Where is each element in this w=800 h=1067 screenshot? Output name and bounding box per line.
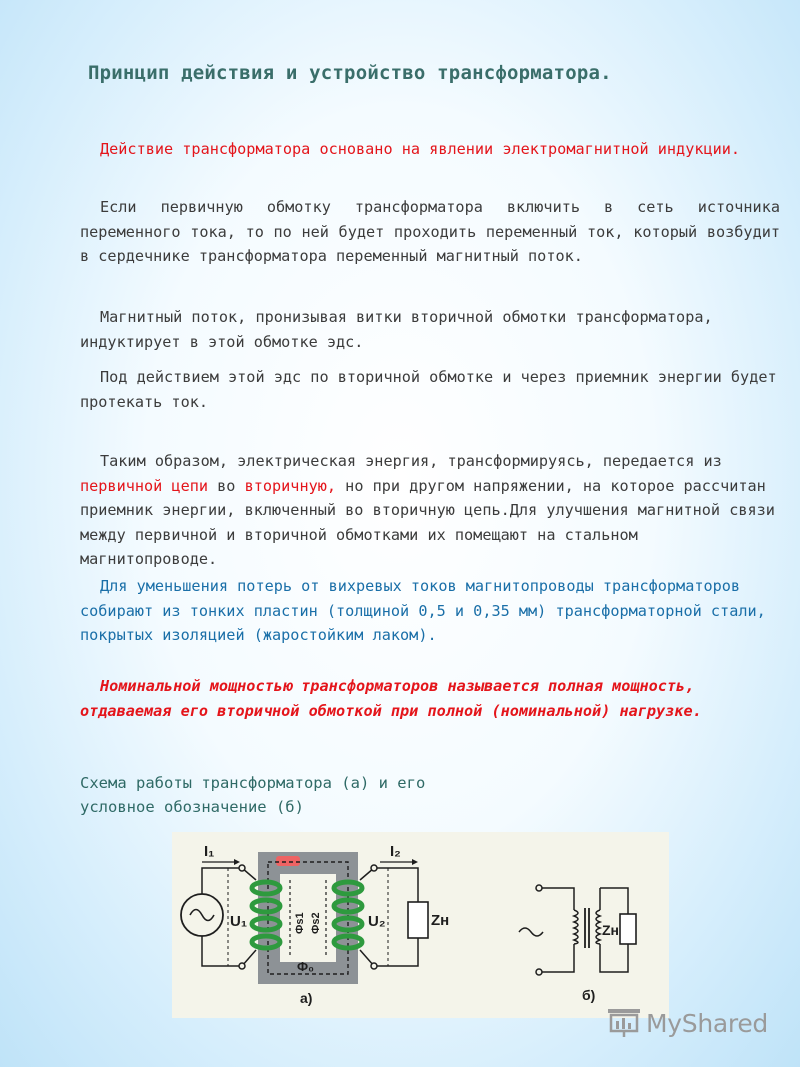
label-b: б) xyxy=(582,987,596,1003)
myshared-logo xyxy=(606,1005,768,1041)
zn-label: Zн xyxy=(431,912,450,929)
page-title: Принцип действия и устройство трансформатора. xyxy=(88,62,612,84)
i1-label: I₁ xyxy=(204,843,215,860)
f0-label: Ф₀ xyxy=(297,959,314,974)
primary-circuit-highlight: первичной цепи xyxy=(80,476,209,495)
fs1-label: Фs1 xyxy=(294,912,306,934)
fs2-label: Фs2 xyxy=(310,912,322,934)
secondary-circuit-highlight: вторичную, xyxy=(244,476,337,495)
zn-b-label: Zн xyxy=(602,922,620,938)
label-a: а) xyxy=(300,990,313,1006)
energy-transfer-text-2: во xyxy=(208,476,245,495)
i2-label: I₂ xyxy=(390,843,401,860)
u2-label: U₂ xyxy=(368,913,386,930)
magnetic-flux-paragraph: Магнитный поток, пронизывая витки вторичной обмотки трансформатора, индуктирует в этой обмотке эдс. xyxy=(80,308,713,351)
logo-text: MyShared xyxy=(646,1008,768,1038)
eddy-current-paragraph: Для уменьшения потерь от вихревых токов магнитопроводы трансформаторов собирают из тонких пластин (толщиной 0,5 и 0,35 мм) трансформаторной стали, покрытых изоляцией (жаростойким лаком). xyxy=(80,577,766,644)
energy-transfer-paragraph xyxy=(80,449,780,572)
u1-label: U₁ xyxy=(230,913,248,930)
load-impedance-symbol xyxy=(620,914,636,944)
transformer-schematic-svg xyxy=(172,832,669,1018)
energy-transfer-text-3: но при другом напряжении, на которое рассчитан приемник энергии, включенный во вторичную цепь.Для улучшения магнитной связи между первичной и вторичной обмотками их помещают на стальном магнитопроводе. xyxy=(80,476,775,568)
presentation-board-icon xyxy=(606,1007,642,1039)
rated-power-paragraph: Номинальной мощностью трансформаторов называется полная мощность, отдаваемая его вторичной обмоткой при полной (номинальной) нагрузке. xyxy=(80,677,702,720)
transformer-diagram xyxy=(172,832,669,1018)
load-impedance xyxy=(408,902,428,938)
figure-caption: Схема работы трансформатора (а) и его условное обозначение (б) xyxy=(80,774,426,816)
intro-paragraph: Действие трансформатора основано на явлении электромагнитной индукции. xyxy=(100,140,741,158)
primary-winding-paragraph: Если первичную обмотку трансформатора включить в сеть источника переменного тока, то по ней будет проходить переменный ток, который возбудит в сердечнике трансформатора переменный магнитный поток. xyxy=(80,198,780,265)
current-paragraph: Под действием этой эдс по вторичной обмотке и через приемник энергии будет протекать ток. xyxy=(80,368,777,411)
energy-transfer-text-1: Таким образом, электрическая энергия, трансформируясь, передается из xyxy=(100,452,722,470)
